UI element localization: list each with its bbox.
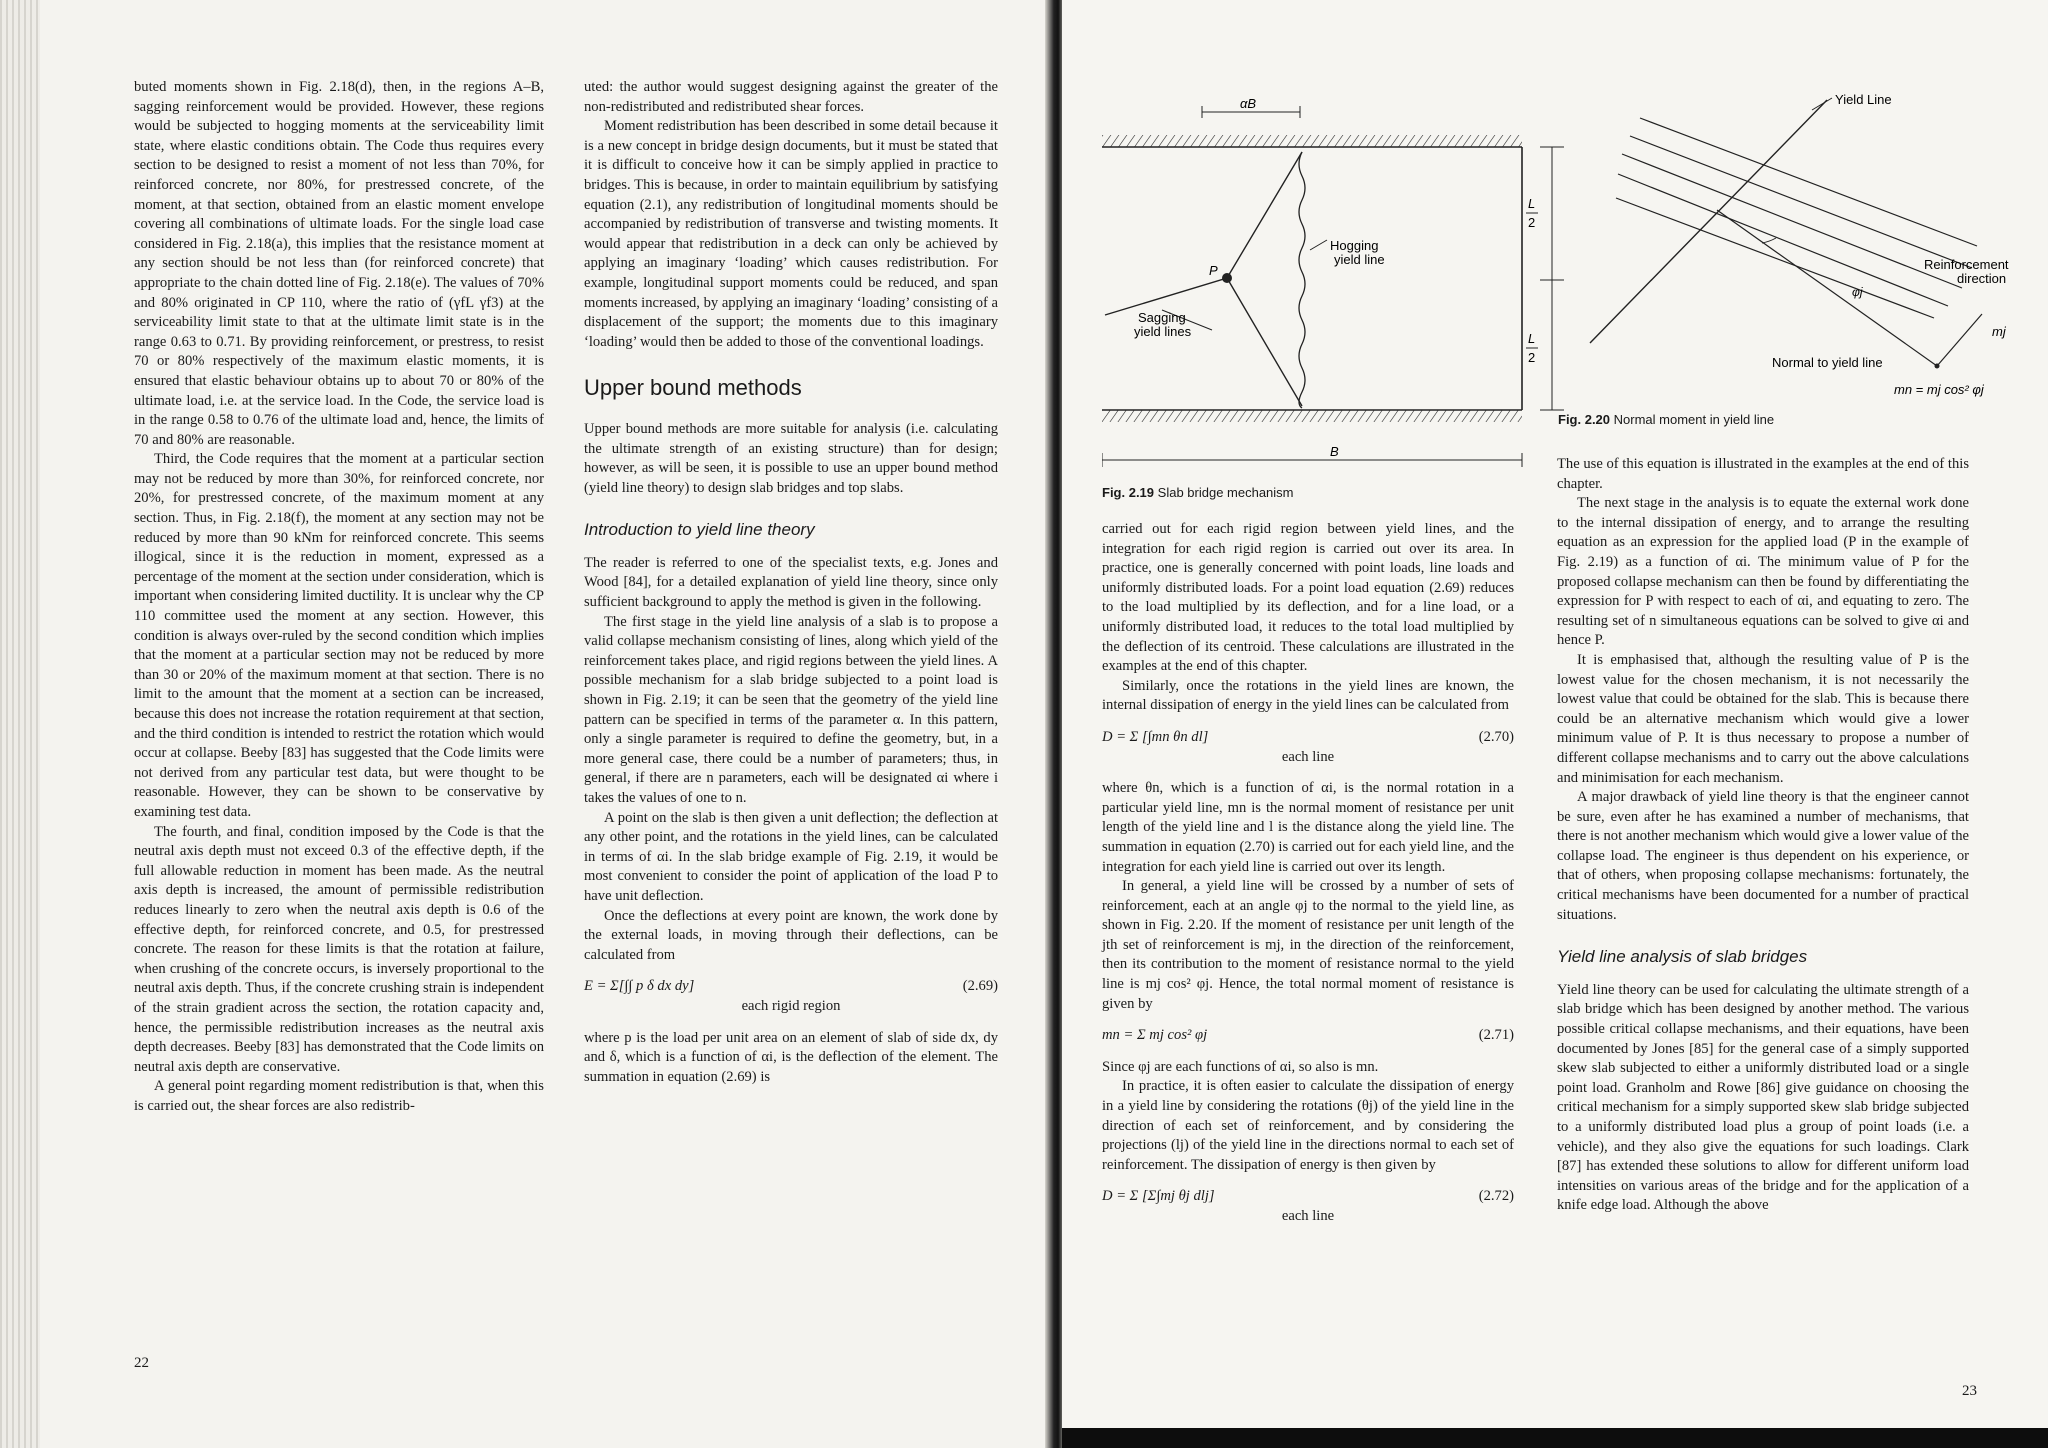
- equation-expression: D = Σ [Σ∫mj θj dlj]: [1102, 1188, 1215, 1205]
- b-label: B: [1330, 444, 1339, 459]
- paragraph: where θn, which is a function of αi, is the normal rotation in a particular yield line, mn is the normal moment of resistance per unit length of the yield line and l is the distance along the yield line. The summation in equation (2.70) is carried out for each yield line, and the integration for each yield line is carried out over its length.: [1102, 780, 1514, 875]
- paragraph: buted moments shown in Fig. 2.18(d), then, in the regions A–B, sagging reinforcement would be provided. However, these regions would be subjected to hogging moments at the serviceability limit state, where elastic conditions obtain. The Code thus requires every section to be designed to resist a moment of not less than 70%, for reinforced concrete, nor 80%, for prestressed concrete, of the moment, at that section, obtained from an elastic moment envelope covering all combinations of ultimate loads. For the single load case considered in Fig. 2.18(a), this implies that the resistance moment at any section should be not less than (for reinforced concrete) that appropriate to the chain dotted line of Fig. 2.18(e). The values of 70% and 80% originated in CP 110, where the ratio of (γfL γf3) at the serviceability limit state to that at the ultimate limit state is in the range 0.63 to 0.71. By providing reinforcement, or prestress, to resist 70 or 80% respectively of the maximum elastic moments, it is ensured that elastic behaviour obtains up to about 70 or 80% of the ultimate load, i.e. at the service load. In the Code, the service load is in the range 0.58 to 0.76 of the ultimate load and, hence, the limits of 70 and 80% are reasonable.: [134, 79, 544, 448]
- equation-subscript: each rigid region: [741, 997, 841, 1014]
- hogging-yield-line: [1299, 152, 1305, 408]
- l-label-bottom: L: [1528, 331, 1536, 346]
- paragraph: Upper bound methods are more suitable for analysis (i.e. calculating the ultimate strength of an existing structure) than for design; however, as will be seen, it is possible to use an upper bound method (yield line theory) to design slab bridges and top slabs.: [584, 420, 998, 496]
- top-support-hatch: [1102, 135, 1522, 147]
- sagging-yield-line: [1105, 152, 1302, 315]
- p-label: P: [1209, 263, 1218, 278]
- equation-2-70: [1102, 728, 1514, 748]
- alpha-b-label: αB: [1240, 96, 1257, 111]
- reinforcement-label-2: direction: [1957, 271, 2007, 286]
- two-label-top: 2: [1528, 215, 1536, 230]
- equation-number: (2.71): [1478, 1027, 1514, 1044]
- paragraph: The fourth, and final, condition imposed by the Code is that the neutral axis depth must not exceed 0.3 of the effective depth, if the full allowable reduction in moment has been made. As the neutral axis depth is increased, the amount of permissible redistribution reduces linearly to zero when the neutral axis depth is 0.6 of the effective depth, for reinforced concrete, and 0.5, for prestressed concrete. The reason for these limits is that the rotation at failure, when crushing of the concrete occurs, is inversely proportional to the neutral axis depth. Thus, if the concrete crushing strain is independent of the strain gradient across the section, the rotation capacity and, hence, the permissible redistribution increases as the neutral axis depth decreases. Beeby [83] has demonstrated that the Code limits on neutral axis depth are conservative.: [134, 823, 544, 1075]
- caption-label: Fig. 2.19: [1102, 485, 1155, 500]
- paragraph: Yield line theory can be used for calculating the ultimate strength of a slab bridge which has been designed by another method. The various possible critical collapse mechanisms, and their equations, have been documented by Jones [85] for the general case of a simply supported skew slab subjected to either a uniformly distributed load or a single point load. Granholm and Rowe [86] give guidance on choosing the critical mechanism for a simply supported skew slab bridge subjected to a uniformly distributed load plus a group of point loads (i.e. a vehicle), and they also give the equations for such loadings. Clark [87] has extended these solutions to allow for different uniform load intensities on various areas of the bridge and for the application of a knife edge load. Although the above: [1557, 981, 1969, 1214]
- equation-expression: mn = Σ mj cos² φj: [1102, 1027, 1208, 1044]
- scan-edge: [1062, 1428, 2048, 1448]
- equation-number: (2.69): [962, 978, 998, 995]
- caption-label: Fig. 2.20: [1558, 412, 1611, 427]
- hogging-label-1: Hogging: [1330, 238, 1379, 253]
- equation-2-69: [584, 977, 998, 997]
- figure-2-19-diagram: [1102, 90, 1572, 490]
- sagging-yield-line: [1227, 278, 1302, 406]
- yield-line-label: Yield Line: [1835, 92, 1892, 107]
- left-column-1: [134, 78, 544, 1116]
- paragraph: Since φj are each functions of αi, so also is mn.: [1102, 1058, 1379, 1075]
- paragraph: The reader is referred to one of the specialist texts, e.g. Jones and Wood [84], for a detailed explanation of yield line theory, since only sufficient background to apply the method is given in the following.: [584, 554, 998, 611]
- paragraph: Once the deflections at every point are known, the work done by the external loads, in moving through their deflections, can be calculated from: [584, 907, 998, 963]
- page-number: 22: [134, 1355, 149, 1371]
- paragraph: where p is the load per unit area on an element of slab of side dx, dy and δ, which is a function of αi, is the deflection of the element. The summation in equation (2.69) is: [584, 1029, 998, 1085]
- right-column-2: [1557, 455, 1969, 1216]
- figure-2-20-caption: [1558, 412, 1774, 427]
- hogging-label-2: yield line: [1334, 252, 1385, 267]
- paragraph: The first stage in the yield line analysis of a slab is to propose a valid collapse mechanism consisting of lines, along which yield of the reinforcement takes place, and rigid regions between the yield lines. A possible mechanism for a slab bridge subjected to a point load is shown in Fig. 2.19; it can be seen that the geometry of the yield line pattern can be specified in terms of the parameter α. In this pattern, only a single parameter is required to define the geometry, but, in a more general case, there could be a number of parameters; thus, in general, if there are n parameters, each will be designated αi where i takes the values of one to n.: [584, 613, 998, 806]
- section-heading: Upper bound methods: [584, 375, 802, 401]
- caption-text: Slab bridge mechanism: [1157, 485, 1294, 500]
- right-page: [1062, 0, 2048, 1448]
- sagging-label-2: yield lines: [1134, 324, 1192, 339]
- paragraph: A general point regarding moment redistribution is that, when this is carried out, the shear forces are also redistrib-: [134, 1078, 544, 1114]
- paragraph: In general, a yield line will be crossed by a number of sets of reinforcement, each at an angle φj to the normal to the yield line, as shown in Fig. 2.20. If the moment of resistance per unit length of the jth set of reinforcement is mj, in the direction of the reinforcement, then its contribution to the moment of resistance normal to the yield line is mj cos² φj. Hence, the total normal moment of resistance is given by: [1102, 878, 1514, 1012]
- equation-expression: E = Σ[∫∫ p δ dx dy]: [584, 978, 695, 995]
- equation-number: (2.70): [1478, 728, 1514, 745]
- bottom-support-hatch: [1102, 410, 1522, 422]
- reinforcement-label-1: Reinforcement: [1924, 257, 2009, 272]
- right-column-1: [1102, 520, 1514, 1239]
- equation-subscript: each line: [1281, 748, 1335, 765]
- paragraph: The use of this equation is illustrated in the examples at the end of this chapter.: [1557, 456, 1969, 492]
- paragraph: A major drawback of yield line theory is that the engineer cannot be sure, even after he has examined a number of mechanisms, that there is not another mechanism which would give a lower value of the collapse load. The engineer is thus dependent on his experience, or that of others, when proposing collapse mechanisms: fortunately, the critical mechanisms have been documented for a number of practical situations.: [1557, 789, 1969, 923]
- paragraph: carried out for each rigid region between yield lines, and the integration for each rigid region is carried out over its area. In practice, one is generally concerned with point loads, line loads and uniformly distributed loads. For a point load equation (2.69) reduces to the load multiplied by its deflection, and for a line load, or a uniformly distributed load, it reduces to the total load multiplied by the deflection of its centroid. These calculations are illustrated in the examples at the end of this chapter.: [1102, 521, 1514, 675]
- paragraph: Third, the Code requires that the moment at a particular section may not be reduced by more than 30%, for reinforced concrete, nor 20%, for prestressed concrete, of the maximum moment at any section. Thus, in Fig. 2.18(f), the moment at any section may not be reduced by more than 90 kNm for reinforced concrete. This seems illogical, since it is the reduction in moment, expressed as a percentage of the moment at the section under consideration, which is important when considering limited ductility. It is unclear why the CP 110 committee used the moment at any section. However, this condition is always over-ruled by the second condition which implies that the moment at a particular section may not be reduced by more than 30 or 20% of the maximum moment at that section. There is no limit to the amount that the moment at a section can be increased, because this does not increase the rotation requirement at that section, and the third condition is intended to restrict the rotation which would occur at collapse. Beeby [83] has suggested that the Code limits were not derived from any particular test data, but were thought to be reasonable. However, they can be shown to be conservative by examining test data.: [134, 451, 544, 820]
- equation-expression: D = Σ [∫mn θn dl]: [1102, 728, 1209, 745]
- load-point: [1222, 273, 1232, 283]
- mj-label: mj: [1992, 324, 2006, 339]
- paragraph: Similarly, once the rotations in the yield lines are known, the internal dissipation of energy in the yield lines can be calculated from: [1102, 677, 1514, 714]
- paragraph: A point on the slab is then given a unit deflection; the deflection at any other point, and the rotations in the yield lines, can be calculated in terms of αi. In the slab bridge example of Fig. 2.19, it would be most convenient to consider the point of application of the load P to have unit deflection.: [584, 809, 998, 904]
- subheading: Introduction to yield line theory: [584, 520, 815, 540]
- figure-2-19-caption: [1102, 485, 1294, 500]
- paragraph: Moment redistribution has been described in some detail because it is a new concept in bridge design documents, but it must be stated that it is difficult to conceive how it can be simply applied in practice to bridges. This is because, in order to maintain equilibrium by satisfying equation (2.1), any redistribution of longitudinal moments should be accompanied by redistribution of transverse and twisting moments. It would appear that redistribution in a deck can only be achieved by applying an imaginary ‘loading’ which causes redistribution. For example, longitudinal support moments could be reduced, and span moments increased, by applying an imaginary ‘loading’ consisting of a displacement of the support; the moments due to this imaginary ‘loading’ would then be added to those of the conventional loadings.: [584, 118, 998, 350]
- left-column-2: [584, 78, 998, 1087]
- figure-2-20-diagram: [1582, 88, 2042, 408]
- yield-line: [1590, 100, 1827, 343]
- paragraph: In practice, it is often easier to calculate the dissipation of energy in a yield line by considering the rotations (θj) of the yield line in the direction of each set of reinforcement, and by considering the projections (lj) of the yield line in the directions normal to each set of reinforcement. The dissipation of energy is then given by: [1102, 1078, 1514, 1173]
- mn-label: mn = mj cos² φj: [1894, 382, 1984, 397]
- paragraph: uted: the author would suggest designing against the greater of the non-redistributed and redistributed shear forces.: [584, 79, 998, 115]
- binding-edge: [0, 0, 40, 1448]
- paragraph: The next stage in the analysis is to equate the external work done to the internal dissipation of energy, and to arrange the resulting equation as an expression for the applied load (P in the example of Fig. 2.19) as a function of αi. The minimum value of P for the proposed collapse mechanism can then be found by differentiating the expression for P with respect to each of αi, and equating to zero. The resulting set of n simultaneous equations can be solved to give αi and hence P.: [1557, 495, 1969, 649]
- phi-label: φj: [1852, 285, 1863, 299]
- equation-2-72: [1102, 1187, 1514, 1207]
- equation-2-71: [1102, 1026, 1514, 1046]
- two-label-bottom: 2: [1528, 350, 1536, 365]
- equation-number: (2.72): [1478, 1188, 1514, 1205]
- normal-label: Normal to yield line: [1772, 355, 1883, 370]
- paragraph: It is emphasised that, although the resulting value of P is the lowest value for the chosen mechanism, it is not necessarily the lowest value that could be obtained for the slab. This is because there could be an alternative mechanism which would give a lower minimum value of P. It is thus necessary to propose a number of different collapse mechanisms and to carry out the above calculations and minimisation for each mechanism.: [1557, 651, 1969, 786]
- subheading: Yield line analysis of slab bridges: [1557, 947, 1808, 967]
- sagging-label-1: Sagging: [1138, 310, 1186, 325]
- page-number: 23: [1962, 1383, 1977, 1399]
- caption-text: Normal moment in yield line: [1613, 412, 1775, 427]
- equation-subscript: each line: [1281, 1208, 1335, 1224]
- l-label-top: L: [1528, 196, 1536, 211]
